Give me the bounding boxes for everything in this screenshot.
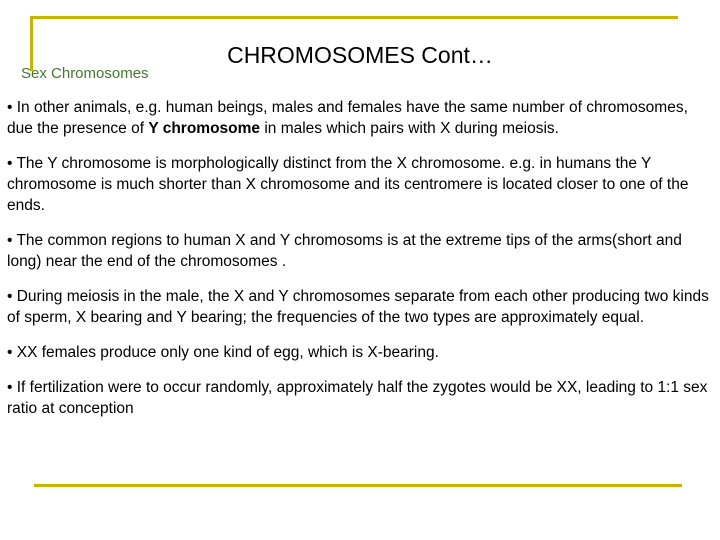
bullet-item-fertilization [7,377,715,419]
bottom-accent-line [34,484,682,487]
bullet-list [7,97,715,433]
bullet-text: • The common regions to human X and Y chromosoms is at the extreme tips of the arms(short and long) near the end of the chromosomes . [7,232,682,270]
bullet-text: • In other animals, e.g. human beings, males and females have the same number of chromosomes, due the presence of [7,99,688,137]
bullet-item-morphology [7,153,715,216]
bullet-text: • The Y chromosome is morphologically distinct from the X chromosome. e.g. in humans the Y chromosome is much shorter than X chromosome and its centromere is located closer to one of the ends. [7,155,689,214]
bullet-item-common-regions [7,230,715,272]
bullet-bold-text: Y chromosome [148,120,261,137]
top-accent-line [30,16,678,19]
bullet-item-xx-females [7,342,715,363]
bullet-item-meiosis [7,286,715,328]
bullet-text: in males which pairs with X during meiosis. [260,120,559,137]
bullet-text: • XX females produce only one kind of egg, which is X-bearing. [7,344,439,361]
bullet-text: • If fertilization were to occur randomly, approximately half the zygotes would be XX, leading to 1:1 sex ratio at conception [7,379,708,417]
slide-subtitle: Sex Chromosomes [21,65,149,82]
slide-title: CHROMOSOMES Cont… [227,42,493,69]
bullet-text: • During meiosis in the male, the X and Y chromosomes separate from each other producing two kinds of sperm, X bearing and Y bearing; the frequencies of the two types are approximately equal. [7,288,709,326]
bullet-item-y-chromosome [7,97,715,139]
